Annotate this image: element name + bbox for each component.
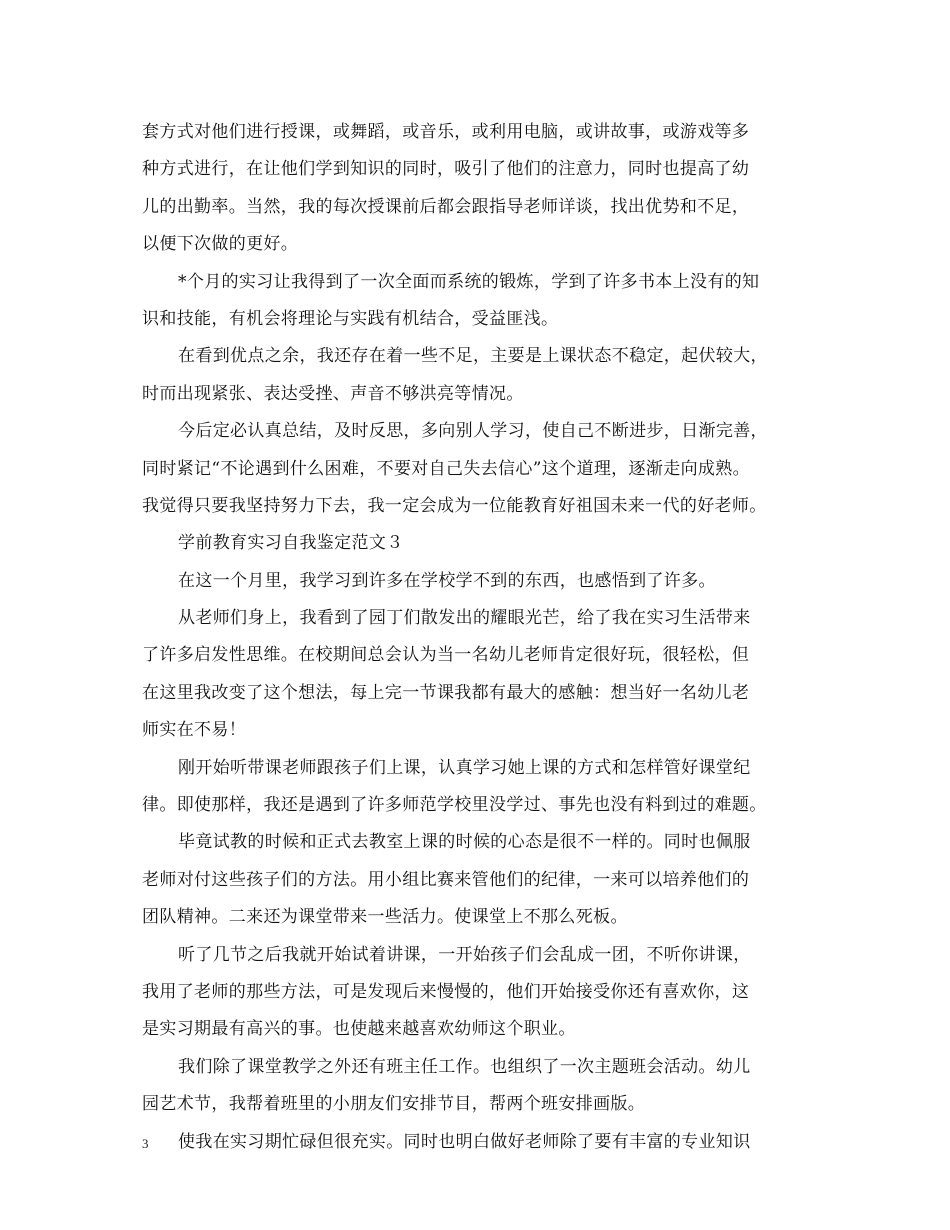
text-line: 套方式对他们进行授课，或舞蹈，或音乐，或利用电脑，或讲故事，或游戏等多 bbox=[142, 122, 750, 142]
text-line: 时而出现紧张、表达受挫、声音不够洪亮等情况。 bbox=[142, 383, 524, 404]
paragraph-first-line: *个月的实习让我得到了一次全面而系统的锻炼，学到了许多书本上没有的知 bbox=[178, 271, 760, 292]
paragraph-first-line: 使我在实习期忙碌但很充实。同时也明白做好老师除了要有丰富的专业知识 bbox=[178, 1131, 751, 1152]
text-line: 老师对付这些孩子们的方法。用小组比赛来管他们的纪律，一来可以培养他们的 bbox=[142, 869, 750, 890]
text-line: 识和技能，有机会将理论与实践有机结合，受益匪浅。 bbox=[142, 308, 559, 329]
paragraph-first-line: 今后定必认真总结，及时反思，多向别人学习，使自己不断进步，日渐完善， bbox=[178, 421, 768, 442]
paragraph-first-line: 刚开始听带课老师跟孩子们上课，认真学习她上课的方式和怎样管好课堂纪 bbox=[178, 757, 751, 778]
text-line: 在这里我改变了这个想法，每上完一节课我都有最大的感触：想当好一名幼儿老 bbox=[142, 682, 750, 703]
text-line: 我觉得只要我坚持努力下去，我一定会成为一位能教育好祖国未来一代的好老师。 bbox=[142, 495, 767, 516]
paragraph-first-line: 我们除了课堂教学之外还有班主任工作。也组织了一次主题班会活动。幼儿 bbox=[178, 1056, 751, 1077]
paragraph-first-line: 在这一个月里，我学习到许多在学校学不到的东西，也感悟到了许多。 bbox=[178, 570, 716, 591]
text-line: 了许多启发性思维。在校期间总会认为当一名幼儿老师肯定很好玩，很轻松，但 bbox=[142, 645, 750, 666]
text-line: 儿的出勤率。当然，我的每次授课前后都会跟指导老师详谈，找出优势和不足， bbox=[142, 196, 750, 217]
page-number: 3 bbox=[142, 1136, 149, 1151]
text-line: 律。即使那样，我还是遇到了许多师范学校里没学过、事先也没有料到过的难题。 bbox=[142, 795, 767, 816]
paragraph-first-line: 听了几节之后我就开始试着讲课，一开始孩子们会乱成一团，不听你讲课， bbox=[178, 944, 751, 965]
text-line: 我用了老师的那些方法，可是发现后来慢慢的，他们开始接受你还有喜欢你，这 bbox=[142, 981, 750, 1002]
text-line: 团队精神。二来还为课堂带来一些活力。使课堂上不那么死板。 bbox=[142, 907, 628, 928]
text-line: 师实在不易！ bbox=[142, 720, 247, 741]
paragraph-first-line: 毕竟试教的时候和正式去教室上课的时候的心态是很不一样的。同时也佩服 bbox=[178, 832, 751, 853]
text-line: 园艺术节，我帮着班里的小朋友们安排节目，帮两个班安排画版。 bbox=[142, 1094, 646, 1115]
text-line: 是实习期最有高兴的事。也使越来越喜欢幼师这个职业。 bbox=[142, 1019, 576, 1040]
text-line: 以便下次做的更好。 bbox=[142, 234, 299, 255]
paragraph-first-line: 在看到优点之余，我还存在着一些不足，主要是上课状态不稳定，起伏较大， bbox=[178, 346, 768, 367]
text-line: 种方式进行，在让他们学到知识的同时，吸引了他们的注意力，同时也提高了幼 bbox=[142, 159, 750, 180]
document-body bbox=[142, 114, 822, 1161]
paragraph-first-line: 从老师们身上，我看到了园丁们散发出的耀眼光芒，给了我在实习生活带来 bbox=[178, 608, 751, 629]
text-line: 同时紧记“不论遇到什么困难，不要对自己失去信心”这个道理，逐渐走向成熟。 bbox=[142, 458, 750, 479]
section-heading: 学前教育实习自我鉴定范文３ bbox=[178, 533, 404, 554]
